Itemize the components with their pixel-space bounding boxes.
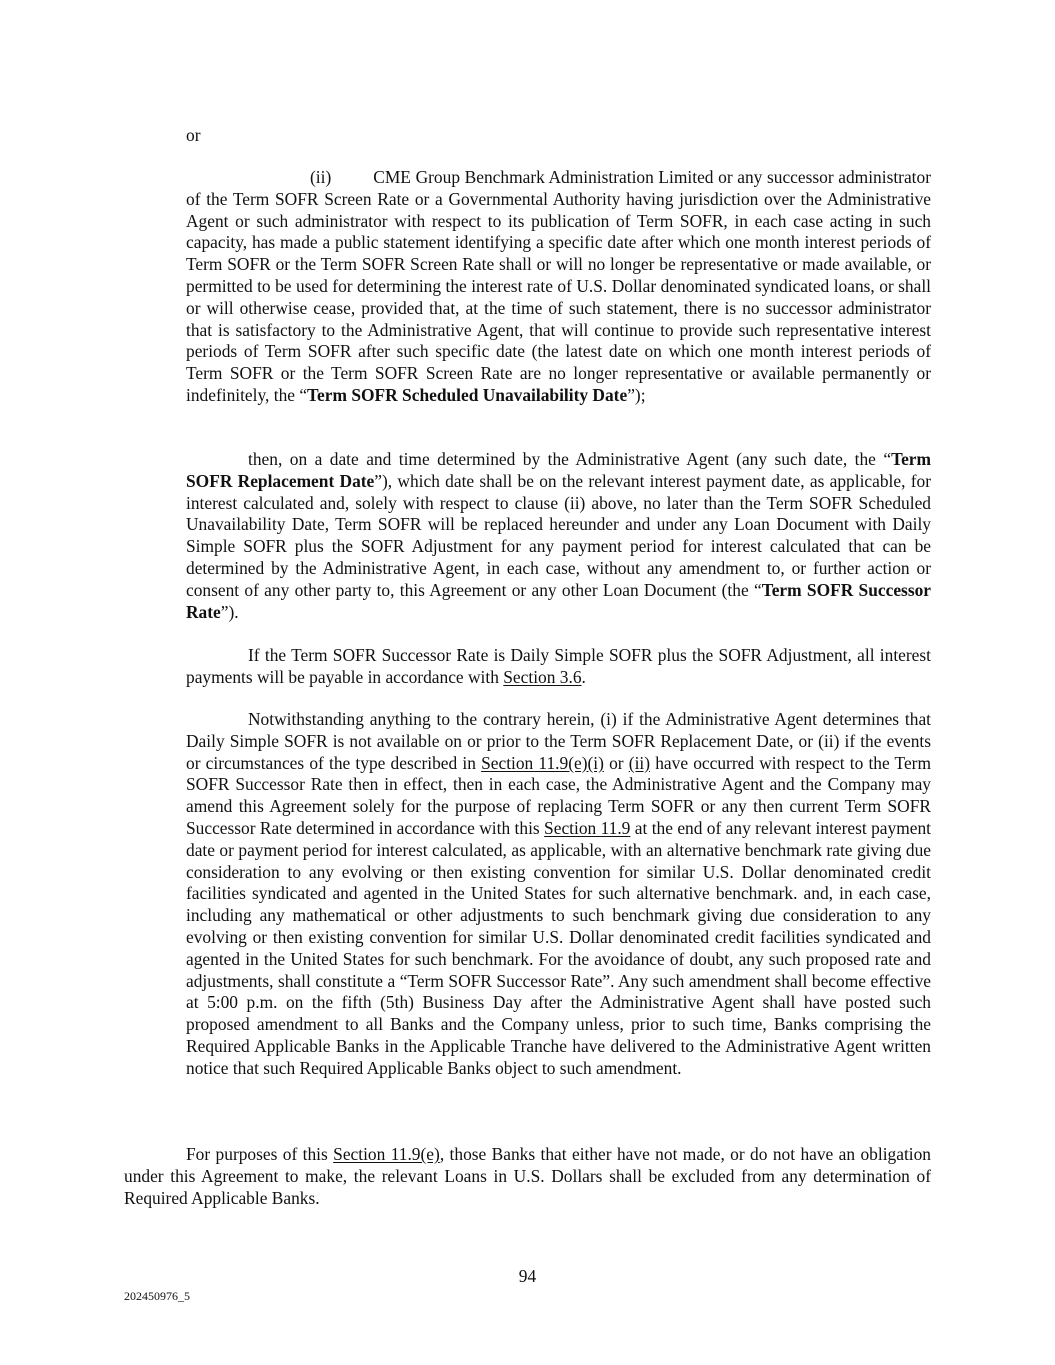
purposes-paragraph: For purposes of this Section 11.9(e), those Banks that either have not made, or do not have an obligation under this Agreement to make, the relevant Loans in U.S. Dollars shall be excluded from any determination of Required Applicable Banks. bbox=[124, 1144, 931, 1208]
page-number: 94 bbox=[518, 1266, 537, 1286]
section-ii-link[interactable]: (ii) bbox=[628, 752, 651, 773]
section-11-9-link[interactable]: Section 11.9 bbox=[544, 817, 631, 838]
clause-ii-label: (ii) bbox=[310, 167, 332, 187]
section-11-9-e-i-link[interactable]: Section 11.9(e)(i) bbox=[481, 752, 604, 773]
section-3-6-link[interactable]: Section 3.6 bbox=[503, 666, 582, 687]
notwithstanding-paragraph: Notwithstanding anything to the contrary herein, (i) if the Administrative Agent determines that Daily Simple SOFR is not available on or prior to the Term SOFR Replacement Date, or (ii) if the events or circumstances of the type described in Section 11.9(e)(i) or (ii) have occurred with respect to the Term SOFR Successor Rate then in effect, then in each case, the Administrative Agent and the Company may amend this Agreement solely for the purpose of replacing Term SOFR or any then current Term SOFR Successor Rate determined in accordance with this Section 11.9 at the end of any relevant interest payment date or payment period for interest calculated, as applicable, with an alternative benchmark rate giving due consideration to any evolving or then existing convention for similar U.S. Dollar denominated credit facilities syndicated and agented in the United States for such alternative benchmark. and, in each case, including any mathematical or other adjustments to such benchmark giving due consideration to any evolving or then existing convention for similar U.S. Dollar denominated credit facilities syndicated and agented in the United States for such benchmark. For the avoidance of doubt, any such proposed rate and adjustments, shall constitute a “Term SOFR Successor Rate”. Any such amendment shall become effective at 5:00 p.m. on the fifth (5th) Business Day after the Administrative Agent shall have posted such proposed amendment to all Banks and the Company unless, prior to such time, Banks comprising the Required Applicable Banks in the Applicable Tranche have delivered to the Administrative Agent written notice that such Required Applicable Banks object to such amendment. bbox=[186, 709, 931, 1078]
or-connector: or bbox=[186, 125, 201, 145]
defined-term-successor-rate: Term SOFR Successor Rate bbox=[186, 579, 932, 622]
then-paragraph: then, on a date and time determined by the Administrative Agent (any such date, the “Term SOFR Replacement Date”), which date shall be on the relevant interest payment date, as applicable, for interest calculated and, solely with respect to clause (ii) above, no later than the Term SOFR Scheduled Unavailability Date, Term SOFR will be replaced hereunder and under any Loan Document with Daily Simple SOFR plus the SOFR Adjustment for any payment period for interest calculated that can be determined by the Administrative Agent, in each case, without any amendment to, or further action or consent of any other party to, this Agreement or any other Loan Document (the “Term SOFR Successor Rate”). bbox=[186, 449, 932, 622]
defined-term-scheduled-unavailability-date: Term SOFR Scheduled Unavailability Date bbox=[307, 384, 628, 405]
document-id: 202450976_5 bbox=[124, 1289, 190, 1303]
clause-ii-paragraph: (ii) CME Group Benchmark Administration Limited or any successor administrator of the Term SOFR Screen Rate or a Governmental Authority having jurisdiction over the Administrative Agent or such administrator with respect to its publication of Term SOFR, in each case acting in such capacity, has made a public statement identifying a specific date after which one month interest periods of Term SOFR or the Term SOFR Screen Rate shall or will no longer be representative or made available, or permitted to be used for determining the interest rate of U.S. Dollar denominated syndicated loans, or shall or will otherwise cease, provided that, at the time of such statement, there is no successor administrator that is satisfactory to the Administrative Agent, that will continue to provide such representative interest periods of Term SOFR after such specific date (the latest date on which one month interest periods of Term SOFR or the Term SOFR Screen Rate are no longer representative or available permanently or indefinitely, the “Term SOFR Scheduled Unavailability Date”); bbox=[186, 167, 931, 405]
section-11-9-e-link[interactable]: Section 11.9(e) bbox=[333, 1144, 440, 1164]
defined-term-replacement-date: Term SOFR Replacement Date bbox=[186, 449, 931, 491]
if-paragraph: If the Term SOFR Successor Rate is Daily Simple SOFR plus the SOFR Adjustment, all interest payments will be payable in accordance with Section 3.6. bbox=[186, 645, 931, 687]
